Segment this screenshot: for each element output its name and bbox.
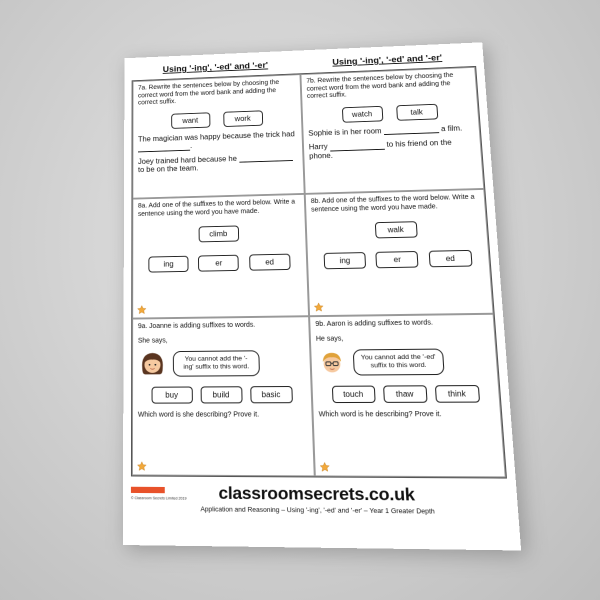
speech-row-9a [138, 348, 305, 379]
sentence-7b-2: Harry to his friend on the phone. [308, 138, 452, 160]
word-box: build [200, 386, 242, 403]
word-box: think [434, 385, 479, 403]
word-box: touch [331, 386, 375, 403]
root-word-box: climb [198, 226, 239, 243]
word-box: thaw [383, 385, 428, 403]
star-icon [314, 302, 324, 312]
sentence-7a-2: Joey trained hard because he to be on the team. [138, 152, 298, 174]
word-box: watch [341, 105, 382, 122]
worksheet [123, 42, 521, 550]
girl-avatar-icon [138, 349, 167, 379]
speech-bubble-9b: You cannot add the '-ed' suffix to this word. [353, 349, 445, 376]
worksheet-subtitle: Application and Reasoning – Using '-ing', '-ed' and '-er' – Year 1 Greater Depth [200, 505, 436, 516]
answer-blank [383, 125, 439, 135]
suffix-box: ing [324, 252, 367, 269]
suffix-box: er [376, 251, 419, 268]
question-grid [131, 66, 507, 479]
title-left: Using '-ing', '-ed' and '-er' [162, 60, 269, 75]
question-text-9a: Which word is she describing? Prove it. [137, 411, 260, 419]
word-box: work [223, 110, 263, 127]
suffix-bank-8b [313, 250, 484, 270]
instruction-8b: 8b. Add one of the suffixes to the word below. Write a sentence using the word you have made. [310, 193, 475, 213]
suffix-box: ed [249, 254, 291, 271]
answer-blank [138, 142, 190, 152]
says-9b: He says, [315, 335, 344, 343]
suffix-box: er [198, 255, 239, 272]
word-box: want [171, 112, 210, 129]
instruction-7b: 7b. Rewrite the sentences below by choosing the correct word from the word bank and adding the correct suffix. [306, 72, 454, 100]
sentence-7a-1: The magician was happy because the trick had . [138, 129, 297, 152]
sentence-7b-1: Sophie is in her room a film. [308, 123, 463, 138]
question-8a [132, 194, 309, 319]
suffix-bank-8a [138, 253, 302, 272]
word-box: talk [396, 103, 438, 120]
question-text-9b: Which word is he describing? Prove it. [318, 410, 442, 419]
question-9b [309, 314, 506, 478]
instruction-7a: 7a. Rewrite the sentences below by choosing the correct word from the word bank and adding the correct suffix. [138, 79, 280, 107]
star-icon [319, 462, 330, 473]
footer [131, 483, 510, 517]
speech-bubble-9a: You cannot add the '-ing' suffix to this word. [173, 350, 260, 376]
question-7a [132, 74, 304, 198]
word-box: buy [151, 387, 192, 404]
word-bank-7b [307, 102, 473, 124]
word-bank-9b [318, 385, 494, 403]
speech-row-9b [316, 346, 492, 378]
question-7b [300, 67, 484, 194]
says-9a: She says, [137, 337, 168, 345]
intro-9b: 9b. Aaron is adding suffixes to words. [315, 319, 434, 328]
answer-blank [330, 141, 385, 151]
star-icon [137, 305, 147, 315]
root-word-box: walk [374, 221, 417, 238]
word-box: basic [250, 386, 293, 403]
question-8b [305, 189, 494, 316]
suffix-box: ed [428, 250, 472, 267]
instruction-8a: 8a. Add one of the suffixes to the word below. Write a sentence using the word you have made. [137, 198, 296, 218]
answer-blank [239, 153, 293, 163]
intro-9a: 9a. Joanne is adding suffixes to words. [137, 321, 256, 331]
word-bank-9a [138, 386, 306, 404]
classroom-secrets-logo-icon [131, 487, 165, 493]
star-icon [137, 461, 147, 471]
word-bank-7a [138, 109, 296, 130]
website-url: classroomsecrets.co.uk [218, 483, 416, 505]
boy-avatar-icon [316, 347, 348, 377]
suffix-box: ing [149, 256, 189, 273]
question-9a [132, 316, 315, 476]
title-right: Using '-ing', '-ed' and '-er' [332, 53, 443, 68]
copyright-text: © Classroom Secrets Limited 2019 [130, 496, 187, 501]
